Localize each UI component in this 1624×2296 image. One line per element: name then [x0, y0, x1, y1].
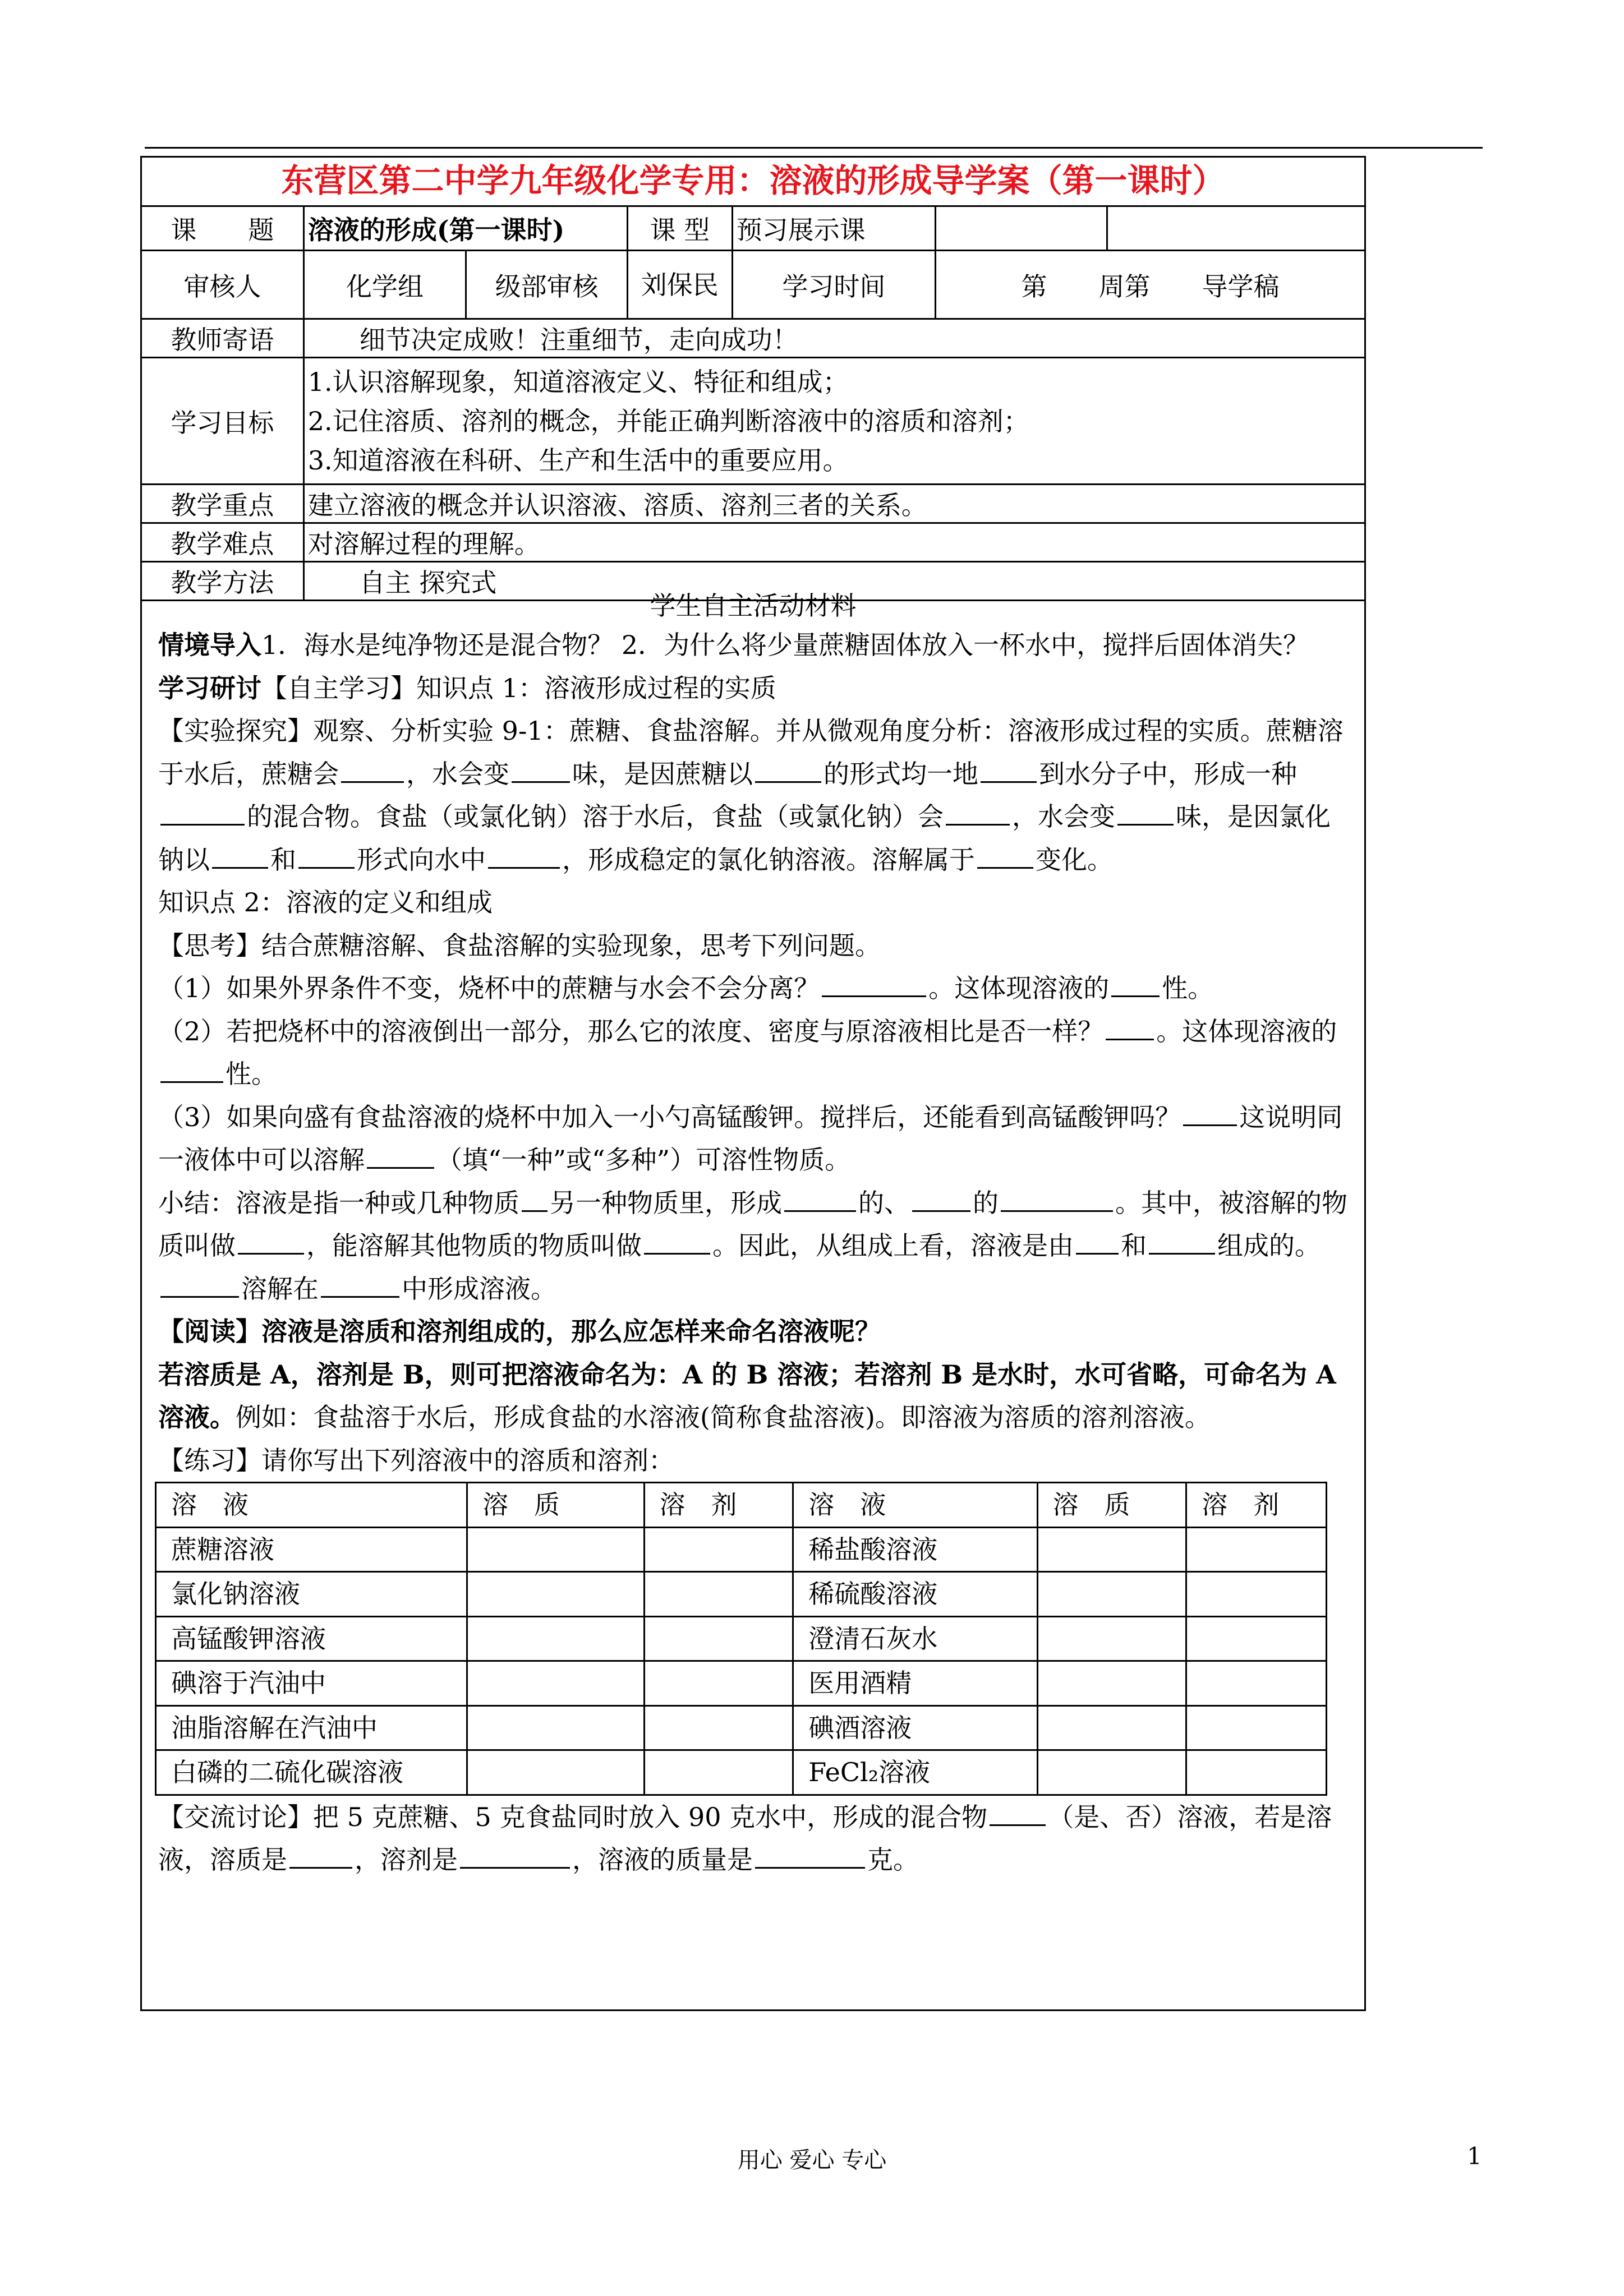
solution-name: 碘酒溶液 — [793, 1705, 1037, 1750]
solute-answer-cell[interactable] — [467, 1572, 644, 1617]
answer-blank[interactable] — [367, 1141, 434, 1169]
question-text: （2）若把烧杯中的溶液倒出一部分，那么它的浓度、密度与原溶液相比是否一样？ — [158, 1016, 1104, 1046]
answer-blank[interactable] — [990, 1799, 1046, 1826]
solution-name: 白磷的二硫化碳溶液 — [156, 1750, 467, 1795]
solute-answer-cell[interactable] — [1037, 1572, 1186, 1617]
solvent-answer-cell[interactable] — [644, 1750, 793, 1795]
goals-label: 学习目标 — [141, 358, 304, 485]
col-header: 溶 液 — [156, 1483, 467, 1528]
discussion-text: ，溶液的质量是 — [572, 1845, 753, 1875]
solute-answer-cell[interactable] — [1037, 1705, 1186, 1750]
method-text: 自主 探究式 — [303, 562, 1365, 601]
knowledge-point-1: 【自主学习】知识点 1：溶液形成过程的实质 — [261, 672, 776, 703]
solute-answer-cell[interactable] — [467, 1705, 644, 1750]
naming-example: 例如：食盐溶于水后，形成食盐的水溶液(简称食盐溶液)。即溶液为溶质的溶剂溶液。 — [236, 1402, 1211, 1432]
solute-answer-cell[interactable] — [1037, 1527, 1186, 1572]
answer-blank[interactable] — [912, 1184, 970, 1212]
summary-text: 的、 — [858, 1187, 910, 1218]
answer-blank[interactable] — [822, 970, 926, 997]
discussion-text: （是、否）溶液，若是溶液，溶质是 — [158, 1801, 1332, 1875]
answer-blank[interactable] — [1001, 1184, 1113, 1212]
solvent-answer-cell[interactable] — [1186, 1616, 1327, 1661]
answer-blank[interactable] — [1106, 1013, 1154, 1040]
grade-review-label: 级部审核 — [466, 251, 628, 319]
table-row — [156, 1661, 1327, 1706]
answer-blank[interactable] — [755, 755, 821, 783]
solvent-answer-cell[interactable] — [1186, 1572, 1327, 1617]
question-text: 这说明同一液体中可以溶解 — [158, 1101, 1343, 1175]
experiment-text: 形式向水中 — [357, 844, 486, 875]
solvent-answer-cell[interactable] — [644, 1661, 793, 1706]
solvent-answer-cell[interactable] — [644, 1616, 793, 1661]
answer-blank[interactable] — [512, 755, 570, 783]
solution-name: 稀硫酸溶液 — [793, 1572, 1037, 1617]
solution-name: 高锰酸钾溶液 — [156, 1616, 467, 1661]
top-rule — [145, 147, 1483, 149]
teacher-message: 细节决定成败！注重细节，走向成功！ — [303, 319, 1365, 358]
discussion-paragraph — [158, 1796, 1352, 1882]
summary-text: 组成的。 — [1217, 1230, 1321, 1261]
topic-label: 课 题 — [141, 206, 304, 251]
solute-answer-cell[interactable] — [1037, 1661, 1186, 1706]
answer-blank[interactable] — [784, 1184, 856, 1212]
answer-blank[interactable] — [1149, 1227, 1215, 1255]
footer-motto: 用心 爱心 专心 — [737, 2147, 887, 2173]
question-3 — [158, 1096, 1352, 1182]
solvent-answer-cell[interactable] — [1186, 1705, 1327, 1750]
solution-name: FeCl₂溶液 — [793, 1750, 1037, 1795]
col-header: 溶 质 — [467, 1483, 644, 1528]
experiment-intro: 【实验探究】观察、分析实验 9-1：蔗糖、食盐溶解。并从微观角度分析：溶液形成过程的实质。 — [158, 716, 1266, 746]
question-1 — [158, 967, 1352, 1010]
solvent-answer-cell[interactable] — [1186, 1661, 1327, 1706]
goal-item: 2.记住溶质、溶剂的概念，并能正确判断溶液中的溶质和溶剂； — [307, 405, 1029, 436]
discussion-text: 克。 — [867, 1845, 919, 1875]
experiment-text: 的混合物。食盐（或氯化钠）溶于水后，食盐（或氯化钠）会 — [247, 801, 944, 832]
table-row — [156, 1572, 1327, 1617]
discussion-text: 【交流讨论】把 5 克蔗糖、5 克食盐同时放入 90 克水中，形成的混合物 — [158, 1801, 988, 1832]
experiment-text: 味，是因蔗糖以 — [572, 758, 753, 789]
answer-blank[interactable] — [160, 1270, 239, 1298]
header-table — [140, 205, 1366, 601]
col-header: 溶 液 — [793, 1483, 1037, 1528]
answer-blank[interactable] — [160, 1055, 223, 1083]
difficulty-text: 对溶解过程的理解。 — [303, 523, 1365, 562]
page-number: 1 — [1467, 2142, 1482, 2170]
summary-text: 和 — [1121, 1230, 1147, 1261]
topic-value: 溶液的形成(第一课时) — [303, 206, 627, 251]
discussion-text: ，溶剂是 — [355, 1845, 458, 1875]
answer-blank[interactable] — [981, 755, 1037, 783]
intro-text: 1．海水是纯净物还是混合物？ 2．为什么将少量蔗糖固体放入一杯水中，搅拌后固体消失？ — [261, 630, 1309, 660]
key-point-label: 教学重点 — [141, 485, 304, 523]
question-text: （1）如果外界条件不变，烧杯中的蔗糖与水会不会分离？ — [158, 973, 820, 1003]
reviewer-value: 化学组 — [303, 251, 466, 319]
question-text: 性。 — [226, 1059, 277, 1089]
table-row — [156, 1616, 1327, 1661]
blank-cell — [1107, 206, 1365, 251]
solution-name: 医用酒精 — [793, 1661, 1037, 1706]
experiment-text: 和 — [270, 844, 296, 875]
experiment-text: ，水会变 — [1012, 801, 1115, 832]
summary-text: 的 — [973, 1187, 999, 1218]
intro-label: 情境导入 — [158, 630, 261, 660]
question-text: （填“一种”或“多种”）可溶性物质。 — [436, 1145, 851, 1175]
answer-blank[interactable] — [1111, 970, 1160, 997]
answer-blank[interactable] — [488, 841, 560, 869]
solute-answer-cell[interactable] — [467, 1527, 644, 1572]
answer-blank[interactable] — [946, 798, 1010, 826]
question-text: 。这体现溶液的 — [928, 973, 1110, 1003]
solute-answer-cell[interactable] — [467, 1661, 644, 1706]
naming-rule: 若溶质是 A，溶剂是 B，则可把溶液命名为：A 的 B 溶液；若溶剂 B 是水时，水可省略，可命名为 A 溶液。 — [158, 1359, 1336, 1432]
answer-blank[interactable] — [755, 1841, 865, 1869]
method-label: 教学方法 — [141, 562, 304, 601]
question-text: 性。 — [1162, 973, 1214, 1003]
section-title: 学生自主活动材料 — [650, 591, 857, 621]
experiment-text: 到水分子中，形成一种 — [1039, 758, 1297, 789]
answer-blank[interactable] — [460, 1841, 570, 1869]
table-row — [156, 1705, 1327, 1750]
col-header: 溶 剂 — [644, 1483, 793, 1528]
document-title: 东营区第二中学九年级化学专用：溶液的形成导学案（第一课时） — [281, 162, 1225, 200]
summary-text: 另一种物质里，形成 — [550, 1187, 782, 1218]
difficulty-label: 教学难点 — [141, 523, 304, 562]
solution-name: 碘溶于汽油中 — [156, 1661, 467, 1706]
knowledge-point-2: 知识点 2：溶液的定义和组成 — [158, 887, 493, 918]
solution-name: 氯化钠溶液 — [156, 1572, 467, 1617]
practice-table — [155, 1482, 1327, 1796]
teacher-message-label: 教师寄语 — [141, 319, 304, 358]
question-text: （3）如果向盛有食盐溶液的烧杯中加入一小勺高锰酸钾。搅拌后，还能看到高锰酸钾吗？ — [158, 1101, 1181, 1132]
naming-paragraph — [158, 1353, 1352, 1439]
experiment-text: 的形式均一地 — [823, 758, 978, 789]
question-2 — [158, 1010, 1352, 1096]
solvent-answer-cell[interactable] — [1186, 1527, 1327, 1572]
key-point-text: 建立溶液的概念并认识溶液、溶质、溶剂三者的关系。 — [303, 485, 1365, 523]
solute-answer-cell[interactable] — [467, 1616, 644, 1661]
answer-blank[interactable] — [289, 1841, 352, 1869]
summary-paragraph — [158, 1182, 1352, 1311]
summary-text: 小结：溶液是指一种或几种物质 — [158, 1187, 519, 1218]
solvent-answer-cell[interactable] — [644, 1527, 793, 1572]
grade-reviewer-name: 刘保民 — [627, 251, 732, 319]
experiment-paragraph — [158, 709, 1352, 881]
goal-item: 3.知道溶液在科研、生产和生活中的重要应用。 — [307, 445, 849, 476]
solution-name: 蔗糖溶液 — [156, 1527, 467, 1572]
summary-text: 。因此，从组成上看，溶液是由 — [712, 1230, 1074, 1261]
think-prompt: 【思考】结合蔗糖溶解、食盐溶解的实验现象，思考下列问题。 — [158, 930, 881, 961]
summary-text: 中形成溶液。 — [402, 1273, 556, 1304]
activity-material — [158, 624, 1352, 1882]
answer-blank[interactable] — [212, 841, 268, 869]
study-time-label: 学习时间 — [732, 251, 935, 319]
answer-blank[interactable] — [341, 755, 404, 783]
answer-blank[interactable] — [160, 798, 245, 826]
practice-prompt: 【练习】请你写出下列溶液中的溶质和溶剂： — [158, 1445, 674, 1476]
solution-name: 澄清石灰水 — [793, 1616, 1037, 1661]
goals-list — [303, 358, 1365, 485]
experiment-text: ，水会变 — [406, 758, 509, 789]
answer-blank[interactable] — [321, 1270, 399, 1298]
col-header: 溶 剂 — [1186, 1483, 1327, 1528]
goal-item: 1.认识溶解现象，知道溶液定义、特征和组成； — [307, 366, 849, 397]
answer-blank[interactable] — [644, 1227, 710, 1255]
experiment-text: 味，是因氯化钠以 — [158, 801, 1331, 875]
table-row — [156, 1527, 1327, 1572]
reviewer-label: 审核人 — [141, 251, 304, 319]
answer-blank[interactable] — [298, 841, 355, 869]
lesson-type-value: 预习展示课 — [732, 206, 935, 251]
summary-text: ，能溶解其他物质的物质叫做 — [306, 1230, 642, 1261]
experiment-text: 变化。 — [1036, 844, 1113, 875]
col-header: 溶 质 — [1037, 1483, 1186, 1528]
summary-text: 溶解在 — [241, 1273, 319, 1304]
answer-blank[interactable] — [522, 1184, 548, 1212]
study-time-value: 第 周第 导学稿 — [936, 251, 1365, 319]
table-row — [156, 1750, 1327, 1795]
study-heading — [158, 667, 1352, 710]
answer-blank[interactable] — [1117, 798, 1174, 826]
experiment-text: ，形成稳定的氯化钠溶液。溶解属于 — [562, 844, 975, 875]
experiment-text: 蔗糖溶于水后，蔗糖会 — [158, 716, 1344, 789]
question-text: 。这体现溶液的 — [1156, 1016, 1337, 1046]
solute-answer-cell[interactable] — [1037, 1616, 1186, 1661]
solute-answer-cell[interactable] — [467, 1750, 644, 1795]
answer-blank[interactable] — [1183, 1099, 1237, 1126]
intro-paragraph — [158, 624, 1352, 667]
lesson-type-label: 课 型 — [627, 206, 732, 251]
answer-blank[interactable] — [238, 1227, 304, 1255]
reading-prompt: 【阅读】溶液是溶质和溶剂组成的，那么应怎样来命名溶液呢？ — [158, 1316, 881, 1347]
blank-cell — [936, 206, 1107, 251]
solvent-answer-cell[interactable] — [1186, 1750, 1327, 1795]
solvent-answer-cell[interactable] — [644, 1572, 793, 1617]
solute-answer-cell[interactable] — [1037, 1750, 1186, 1795]
summary-text: 。其中，被溶解的物质叫做 — [158, 1187, 1347, 1261]
answer-blank[interactable] — [1076, 1227, 1119, 1255]
answer-blank[interactable] — [977, 841, 1033, 869]
solution-name: 稀盐酸溶液 — [793, 1527, 1037, 1572]
study-label: 学习研讨 — [158, 672, 261, 703]
solvent-answer-cell[interactable] — [644, 1705, 793, 1750]
solution-name: 油脂溶解在汽油中 — [156, 1705, 467, 1750]
